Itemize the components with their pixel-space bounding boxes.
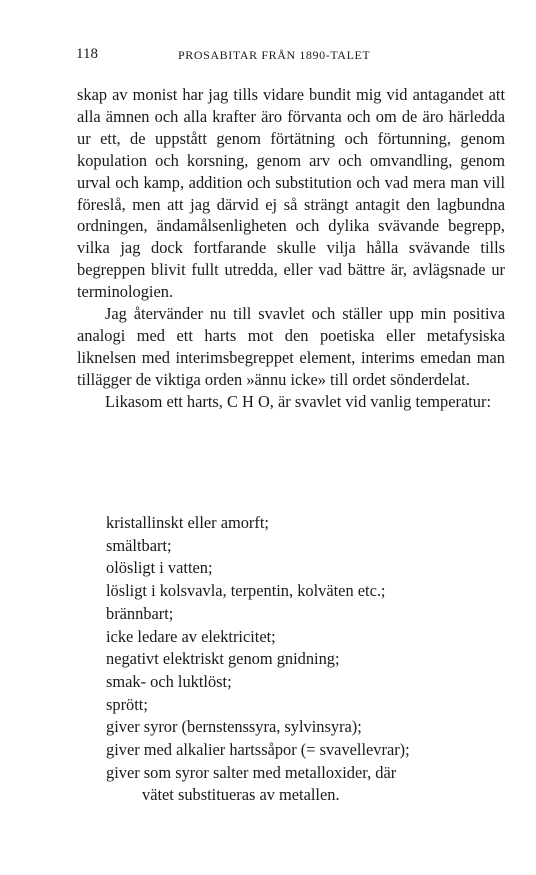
list-item: sprött; bbox=[106, 694, 148, 714]
list-item: kristallinskt eller amorft; bbox=[106, 513, 269, 532]
list-item: smak- och luktlöst; bbox=[106, 671, 232, 691]
list-item: smältbart; bbox=[106, 535, 172, 555]
list-item: brännbart; bbox=[106, 603, 174, 623]
body-text bbox=[77, 84, 505, 413]
list-item: lösligt i kolsvavla, terpentin, kolväten etc.; bbox=[106, 581, 386, 601]
paragraph-analogy: Jag återvänder nu till svavlet och ställer upp min positiva analogi med ett harts mot den poetiska eller metafysiska liknelsen med interimsbegreppet element, interims emedan man tillägger de viktiga orden »ännu icke» till ordet sönderdelat. bbox=[77, 304, 505, 389]
list-item: giver som syror salter med metalloxider, där bbox=[106, 762, 397, 782]
page-header bbox=[76, 46, 504, 66]
list-item: giver syror (bernstenssyra, sylvinsyra); bbox=[106, 717, 362, 737]
list-item-continuation: vätet substitueras av metallen. bbox=[142, 785, 340, 805]
paragraph-list-intro: Likasom ett harts, C H O, är svavlet vid vanlig temperatur: bbox=[105, 391, 491, 411]
list-item: icke ledare av elektricitet; bbox=[106, 626, 276, 646]
list-item: negativt elektriskt genom gnidning; bbox=[106, 649, 340, 669]
page-number: 118 bbox=[76, 46, 98, 62]
list-item: olösligt i vatten; bbox=[106, 558, 213, 578]
property-list bbox=[106, 512, 501, 807]
list-item: giver med alkalier hartssåpor (= svavellevrar); bbox=[106, 740, 410, 760]
paragraph-continuation: skap av monist har jag tills vidare bundit mig vid antagandet att alla ämnen och alla krafter äro förvanta och om de äro härledda ur ett, de uppstått genom förtätning och förtunning, genom kopulation och korsning, genom arv och omvandling, genom urval och kamp, addition och substitution och vad mera man vill föreslå, men att jag därvid ej så strängt antagit den lagbundna ordningen, ändamålsenligheten och dylika svävande begrepp, vilka jag dock fortfarande skulle vilja hålla svävande tills begreppen blivit fullt utredda, eller vad bättre är, avlägsnade ur terminologien. bbox=[77, 85, 505, 302]
running-head: PROSABITAR FRÅN 1890-TALET bbox=[178, 48, 371, 62]
